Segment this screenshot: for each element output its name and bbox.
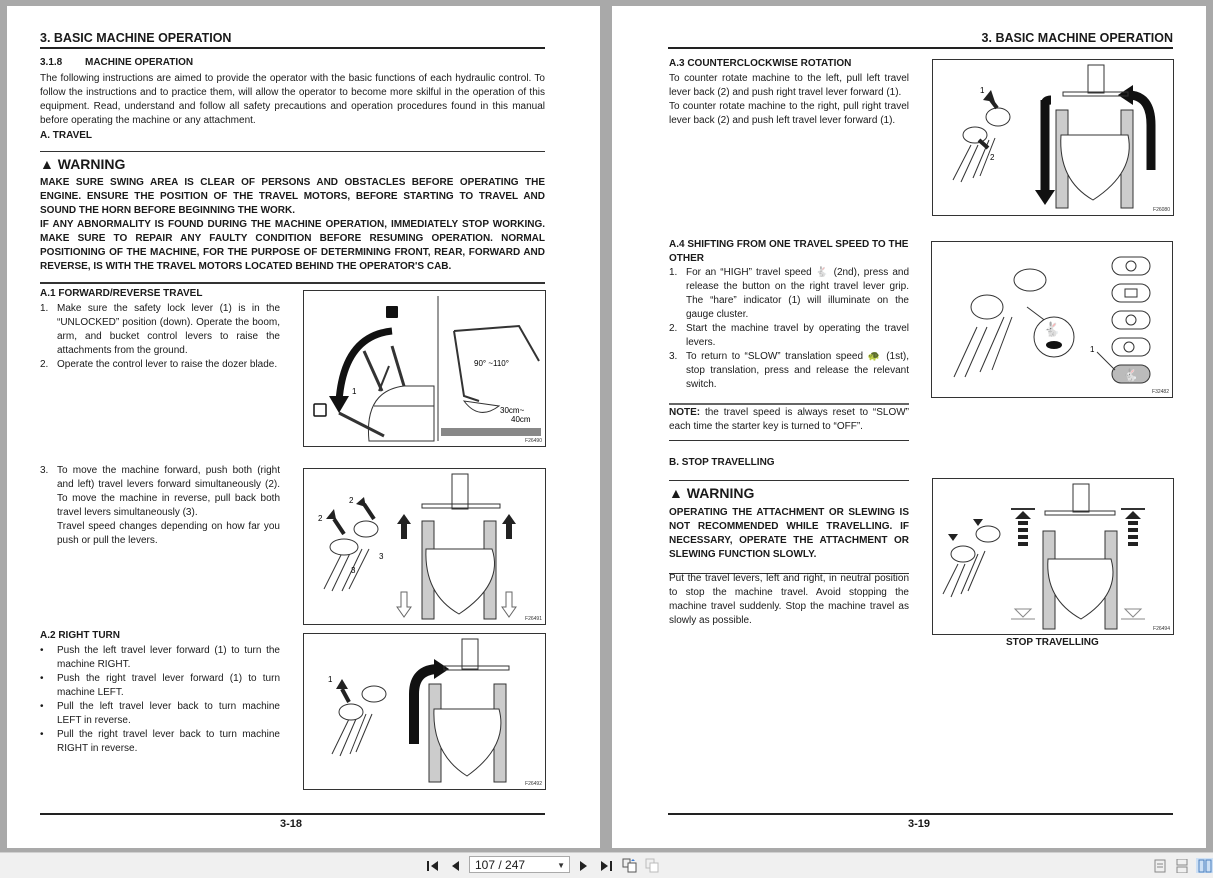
list-item: 3. To move the machine forward, push both (right and left) travel levers forward simultaneously (2). To move the machine in reverse, pull back both travel levers simultaneously (3). Travel speed changes depending on how far you push or pull the levers.	[40, 465, 280, 546]
figure-id: F26490	[525, 438, 542, 444]
svg-text:30cm~: 30cm~	[500, 406, 525, 415]
warning-text-1: MAKE SURE SWING AREA IS CLEAR OF PERSONS AND OBSTACLES BEFORE OPERATING THE ENGINE. ENSURE THE POSITION OF THE TRAVEL MOTORS, BEFORE STARTING TO TRAVEL AND SOUND THE HORN BEFORE BEGINNING THE WORK.	[40, 177, 545, 216]
figure-right-turn	[303, 633, 546, 790]
lever-illustration	[304, 291, 545, 446]
a1-heading: A.1 FORWARD/REVERSE TRAVEL	[40, 288, 203, 299]
a3-text-1: To counter rotate machine to the left, pull left travel lever back (2) and push right travel lever forward (1).	[669, 73, 909, 98]
figure-id: F32482	[1152, 389, 1169, 395]
svg-text:40cm: 40cm	[511, 415, 531, 424]
divider	[669, 440, 909, 441]
document-page-right	[612, 6, 1206, 848]
previous-page-icon	[450, 860, 460, 872]
page-header: 3. BASIC MACHINE OPERATION	[40, 31, 232, 45]
header-rule	[40, 47, 545, 49]
facing-pages-icon	[1198, 859, 1212, 873]
next-page-button[interactable]	[577, 858, 591, 873]
list-item: 1. For an “HIGH” travel speed 🐇 (2nd), press and release the button on the right travel lever grip. The “hare” indicator (1) will illuminate on the gauge cluster.	[669, 267, 909, 320]
document-page-left	[7, 6, 600, 848]
a4-heading: A.4 SHIFTING FROM ONE TRAVEL SPEED TO THE OTHER	[669, 239, 909, 264]
svg-text:2: 2	[990, 153, 995, 162]
previous-page-button[interactable]	[448, 858, 462, 873]
page-number: 3-19	[908, 818, 931, 830]
warning-title: ▲ WARNING	[40, 156, 126, 172]
figure-counterclockwise	[932, 59, 1174, 216]
list-item: 3. To return to “SLOW” translation speed 🐢 (1st), stop translation, press and release the relevant switch.	[669, 351, 909, 390]
next-view-button[interactable]	[645, 858, 661, 873]
warning-text-2: IF ANY ABNORMALITY IS FOUND DURING THE MACHINE OPERATION, IMMEDIATELY STOP WORKING. MAKE SURE TO REPAIR ANY FAULTY CONDITION BEFORE RESUMING OPERATION. NORMAL POSITIONING OF THE MACHINE, FOR THE PURPOSE OF DETERMINING FRONT, REAR, FORWARD AND REVERSE, IS WITH THE TRAVEL MOTORS LOCATED BEHIND THE OPERATOR'S CAB.	[40, 219, 545, 272]
a2-list	[40, 644, 280, 756]
first-page-button[interactable]	[425, 858, 441, 873]
continuous-view-button[interactable]	[1175, 858, 1189, 873]
a3-text-2: To counter rotate machine to the right, pull right travel lever back (2) and push left travel lever forward (1).	[669, 101, 909, 126]
divider	[40, 151, 545, 152]
svg-text:🐇: 🐇	[1123, 368, 1138, 382]
a3-heading: A.3 COUNTERCLOCKWISE ROTATION	[669, 58, 852, 69]
first-page-icon	[426, 860, 440, 872]
a1-list	[40, 302, 280, 372]
page-number: 3-18	[280, 818, 303, 830]
figure-stop-travelling	[932, 478, 1174, 635]
single-page-icon	[1154, 859, 1166, 873]
continuous-page-icon	[1176, 859, 1188, 873]
warning-text: OPERATING THE ATTACHMENT OR SLEWING IS NOT RECOMMENDED WHILE TRAVELLING. IF NECESSARY, OPERATE THE ATTACHMENT OR SLEWING FUNCTION SLOWLY.	[669, 507, 909, 560]
next-page-icon	[579, 860, 589, 872]
last-page-icon	[599, 860, 613, 872]
list-item: 1. Make sure the safety lock lever (1) is in the “UNLOCKED” position (down). Operate the boom, arm, and bucket control levers to raise the attachments from the ground.	[40, 303, 280, 356]
list-item: 2. Operate the control lever to raise the dozer blade.	[40, 359, 278, 370]
figure-id: F26491	[525, 616, 542, 622]
pdf-navigation-toolbar	[0, 852, 1213, 878]
list-item: • Push the left travel lever forward (1) to turn the machine RIGHT.	[40, 645, 280, 670]
svg-text:1: 1	[1090, 345, 1095, 354]
warning-icon: ▲	[40, 156, 54, 172]
single-page-view-button[interactable]	[1153, 858, 1167, 873]
figure-id: F26080	[1153, 207, 1170, 213]
svg-text:2: 2	[318, 514, 323, 523]
facing-pages-view-button[interactable]	[1196, 858, 1213, 873]
svg-text:1: 1	[328, 675, 333, 684]
intro-paragraph: The following instructions are aimed to provide the operator with the basic functions of each hydraulic control. To follow the instructions and to practice them, will allow the operator to become more skilful in the operation of this equipment. Read, understand and follow all safety precautions and operation procedures found in this manual before operating the machine or any attachment.	[40, 73, 545, 126]
list-item: • Push the right travel lever forward (1) to turn machine LEFT.	[40, 673, 280, 698]
warning-icon: ▲	[669, 485, 683, 501]
svg-text:3: 3	[351, 566, 356, 575]
figure-id: F26494	[1153, 626, 1170, 632]
figure-forward-reverse	[303, 468, 546, 625]
footer-rule	[40, 813, 545, 815]
svg-text:3: 3	[379, 552, 384, 561]
list-item: • Pull the right travel lever back to turn machine RIGHT in reverse.	[40, 729, 280, 754]
page-dropdown-icon[interactable]: ▼	[557, 861, 565, 870]
divider	[669, 403, 909, 405]
footer-rule	[668, 813, 1173, 815]
figure-id: F26492	[525, 781, 542, 787]
list-item: 2. Start the machine travel by operating the travel levers.	[669, 323, 909, 348]
warning-title: ▲ WARNING	[669, 485, 755, 501]
page-header: 3. BASIC MACHINE OPERATION	[981, 31, 1173, 45]
note: NOTE: the travel speed is always reset to “SLOW” each time the starter key is turned to “OFF”.	[669, 407, 909, 432]
svg-text:1: 1	[352, 387, 357, 396]
section-number: 3.1.8	[40, 57, 63, 68]
divider	[40, 282, 545, 284]
header-rule	[668, 47, 1173, 49]
svg-text:90° ~110°: 90° ~110°	[474, 359, 509, 368]
a1-list-cont	[40, 464, 280, 548]
travel-heading: A. TRAVEL	[40, 130, 93, 141]
figure-caption: STOP TRAVELLING	[1006, 637, 1099, 648]
svg-text:2: 2	[349, 496, 354, 505]
previous-view-icon	[622, 858, 638, 873]
previous-view-button[interactable]	[622, 858, 638, 873]
page-number-input[interactable]: 107 / 247 ▼	[469, 856, 570, 873]
section-title: MACHINE OPERATION	[85, 57, 194, 68]
last-page-button[interactable]	[598, 858, 614, 873]
figure-safety-lock-lever	[303, 290, 546, 447]
figure-speed-shift	[931, 241, 1173, 398]
svg-text:1: 1	[980, 86, 985, 95]
a4-list	[669, 266, 909, 392]
b-heading: B. STOP TRAVELLING	[669, 457, 775, 468]
divider	[669, 480, 909, 481]
a2-heading: A.2 RIGHT TURN	[40, 630, 120, 641]
svg-text:🐇: 🐇	[1043, 322, 1061, 338]
stop-travel-text: Put the travel levers, left and right, in neutral position to stop the machine travel. Avoid stopping the machine travel suddenly. Stop the machine travel as slowly as possible.	[669, 573, 909, 626]
next-view-icon	[645, 858, 661, 873]
list-item: • Pull the left travel lever back to turn machine LEFT in reverse.	[40, 701, 280, 726]
